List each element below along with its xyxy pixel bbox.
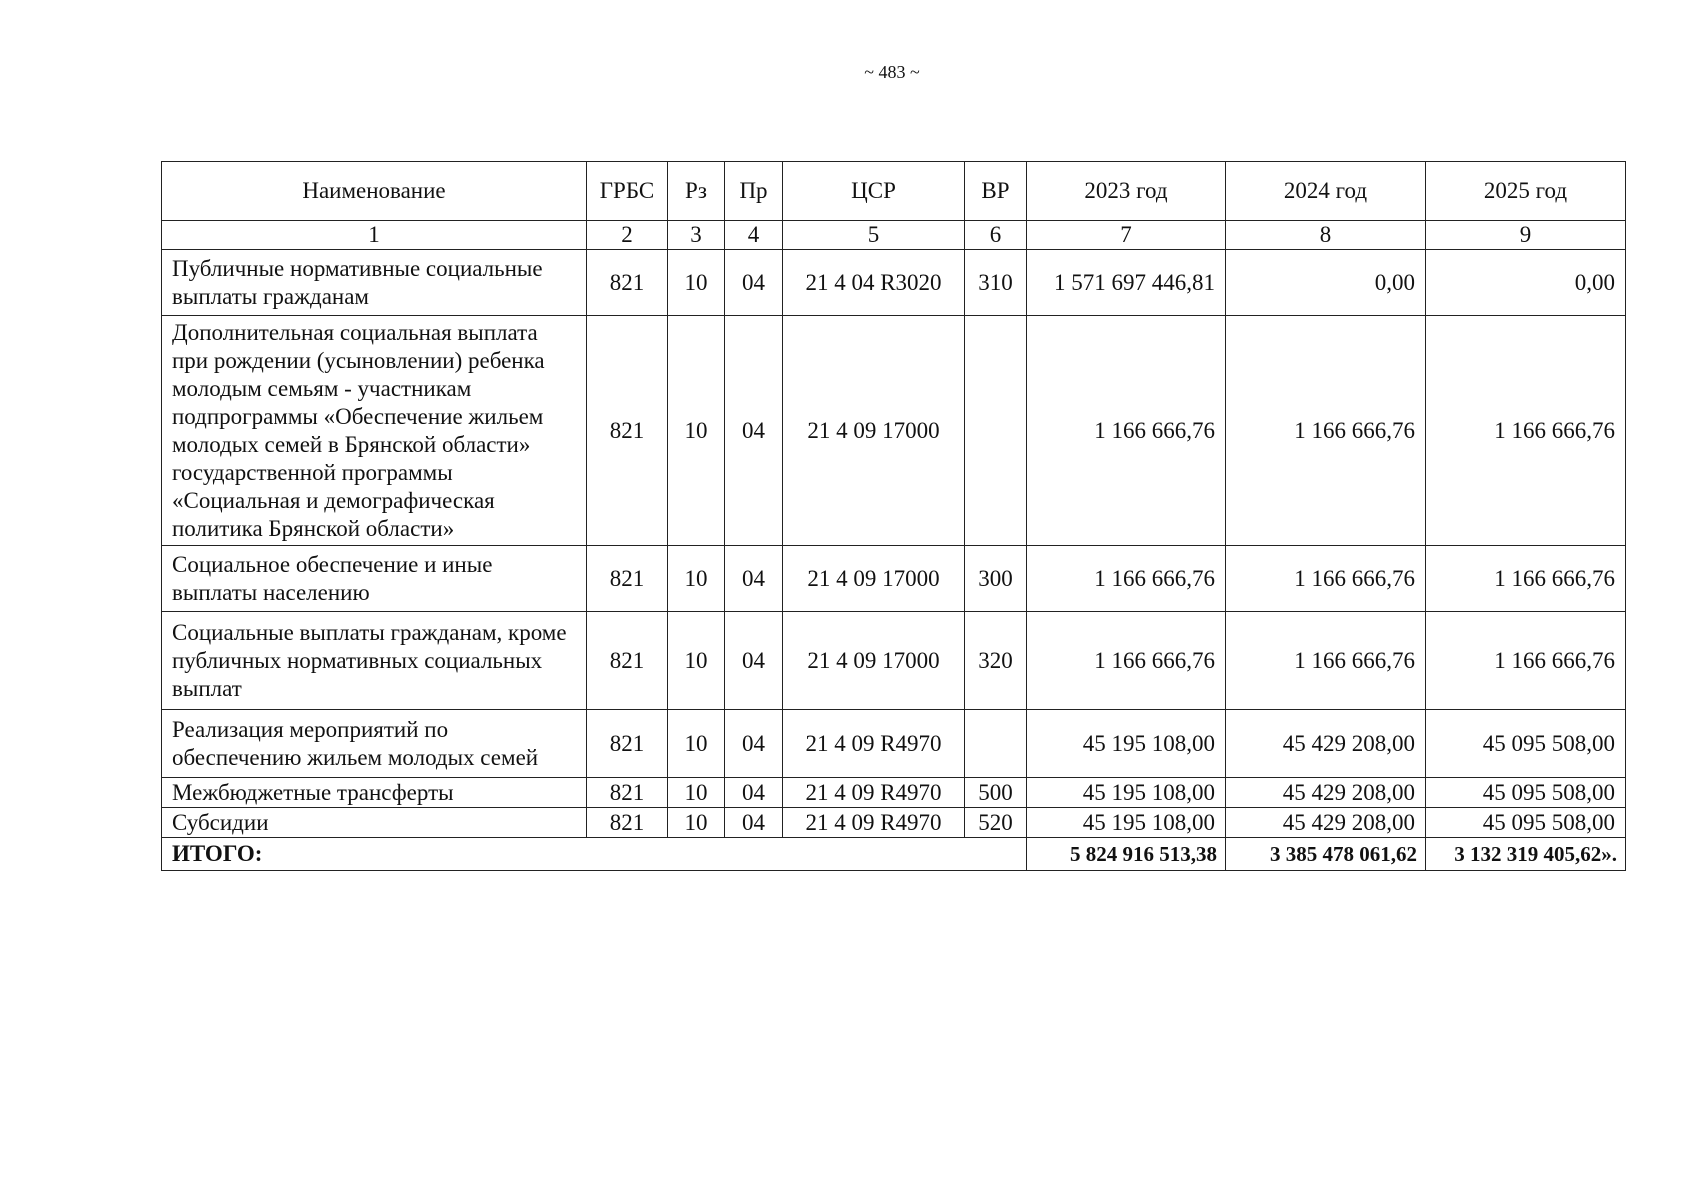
row-2023: 45 195 108,00: [1027, 710, 1226, 778]
row-2025: 0,00: [1426, 250, 1626, 316]
row-csr: 21 4 09 R4970: [783, 808, 965, 838]
row-vr: 500: [965, 778, 1027, 808]
row-2023: 1 166 666,76: [1027, 612, 1226, 710]
row-rz: 10: [668, 612, 725, 710]
row-vr: 320: [965, 612, 1027, 710]
row-vr: [965, 710, 1027, 778]
row-vr: 520: [965, 808, 1027, 838]
row-vr: 310: [965, 250, 1027, 316]
column-number: 5: [783, 221, 965, 250]
total-2025: 3 132 319 405,62».: [1426, 838, 1626, 871]
row-rz: 10: [668, 250, 725, 316]
row-name: Дополнительная социальная выплата при рождении (усыновлении) ребенка молодым семьям - участникам подпрограммы «Обеспечение жильем молодых семей в Брянской области» государственной программы «Социальная и демографическая политика Брянской области»: [162, 316, 587, 546]
row-rz: 10: [668, 316, 725, 546]
column-number: 7: [1027, 221, 1226, 250]
row-2023: 1 166 666,76: [1027, 316, 1226, 546]
row-pr: 04: [725, 710, 783, 778]
row-2025: 45 095 508,00: [1426, 778, 1626, 808]
row-2023: 1 166 666,76: [1027, 546, 1226, 612]
row-2024: 45 429 208,00: [1226, 710, 1426, 778]
row-pr: 04: [725, 316, 783, 546]
row-2025: 1 166 666,76: [1426, 316, 1626, 546]
row-grbs: 821: [587, 612, 668, 710]
row-2023: 45 195 108,00: [1027, 808, 1226, 838]
row-rz: 10: [668, 778, 725, 808]
row-csr: 21 4 09 17000: [783, 612, 965, 710]
row-2025: 45 095 508,00: [1426, 808, 1626, 838]
row-2024: 45 429 208,00: [1226, 778, 1426, 808]
row-pr: 04: [725, 778, 783, 808]
row-2025: 1 166 666,76: [1426, 612, 1626, 710]
row-2023: 1 571 697 446,81: [1027, 250, 1226, 316]
total-label: ИТОГО:: [162, 838, 1027, 871]
row-2024: 0,00: [1226, 250, 1426, 316]
row-vr: 300: [965, 546, 1027, 612]
row-grbs: 821: [587, 546, 668, 612]
row-2025: 1 166 666,76: [1426, 546, 1626, 612]
column-number: 3: [668, 221, 725, 250]
row-pr: 04: [725, 546, 783, 612]
row-grbs: 821: [587, 778, 668, 808]
row-vr: [965, 316, 1027, 546]
column-number: 1: [162, 221, 587, 250]
header-row: [162, 162, 1626, 221]
row-name: Межбюджетные трансферты: [162, 778, 587, 808]
row-2024: 45 429 208,00: [1226, 808, 1426, 838]
row-pr: 04: [725, 612, 783, 710]
row-grbs: 821: [587, 250, 668, 316]
total-2023: 5 824 916 513,38: [1027, 838, 1226, 871]
column-number-row: [162, 221, 1626, 250]
row-pr: 04: [725, 808, 783, 838]
row-name: Реализация мероприятий по обеспечению жильем молодых семей: [162, 710, 587, 778]
header-pr: Пр: [725, 162, 783, 221]
row-2024: 1 166 666,76: [1226, 546, 1426, 612]
table-row: [162, 316, 1626, 546]
column-number: 9: [1426, 221, 1626, 250]
header-2025: 2025 год: [1426, 162, 1626, 221]
table-row: [162, 250, 1626, 316]
column-number: 6: [965, 221, 1027, 250]
table-row: [162, 612, 1626, 710]
row-2024: 1 166 666,76: [1226, 316, 1426, 546]
header-2023: 2023 год: [1027, 162, 1226, 221]
header-rz: Рз: [668, 162, 725, 221]
row-rz: 10: [668, 710, 725, 778]
total-2024: 3 385 478 061,62: [1226, 838, 1426, 871]
row-csr: 21 4 09 R4970: [783, 710, 965, 778]
column-number: 2: [587, 221, 668, 250]
row-name: Публичные нормативные социальные выплаты гражданам: [162, 250, 587, 316]
table-row: [162, 808, 1626, 838]
header-grbs: ГРБС: [587, 162, 668, 221]
row-csr: 21 4 09 17000: [783, 546, 965, 612]
row-grbs: 821: [587, 808, 668, 838]
row-2024: 1 166 666,76: [1226, 612, 1426, 710]
row-rz: 10: [668, 808, 725, 838]
row-name: Субсидии: [162, 808, 587, 838]
table-row: [162, 710, 1626, 778]
header-2024: 2024 год: [1226, 162, 1426, 221]
row-csr: 21 4 09 17000: [783, 316, 965, 546]
row-name: Социальное обеспечение и иные выплаты населению: [162, 546, 587, 612]
row-grbs: 821: [587, 316, 668, 546]
page-number: ~ 483 ~: [864, 62, 920, 82]
row-2023: 45 195 108,00: [1027, 778, 1226, 808]
column-number: 4: [725, 221, 783, 250]
table-row: [162, 778, 1626, 808]
table-row: [162, 546, 1626, 612]
row-csr: 21 4 09 R4970: [783, 778, 965, 808]
column-number: 8: [1226, 221, 1426, 250]
row-2025: 45 095 508,00: [1426, 710, 1626, 778]
row-name: Социальные выплаты гражданам, кроме публичных нормативных социальных выплат: [162, 612, 587, 710]
total-row: [162, 838, 1626, 871]
budget-table: [161, 161, 1626, 871]
row-rz: 10: [668, 546, 725, 612]
row-csr: 21 4 04 R3020: [783, 250, 965, 316]
header-vr: ВР: [965, 162, 1027, 221]
row-pr: 04: [725, 250, 783, 316]
header-name: Наименование: [162, 162, 587, 221]
row-grbs: 821: [587, 710, 668, 778]
header-csr: ЦСР: [783, 162, 965, 221]
